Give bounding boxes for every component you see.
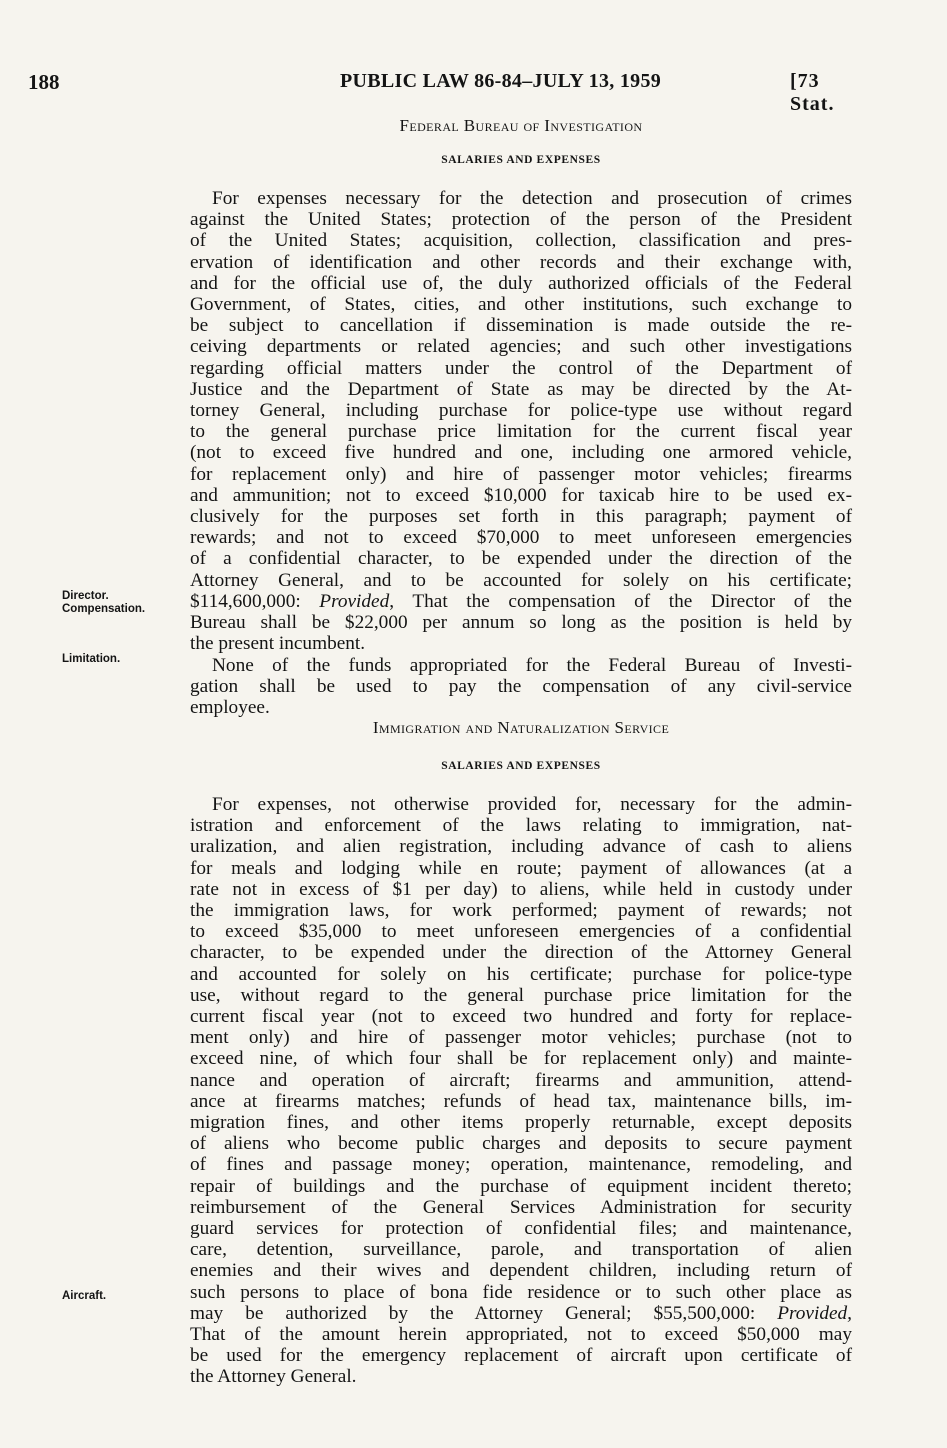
margin-note-limitation: Limitation. [62, 653, 121, 665]
text-line: the present incumbent. [190, 633, 366, 655]
amount-text-post: , That the compensation of the Director of the [389, 590, 852, 612]
text-line: (not to exceed five hundred and one, including one armored vehicle, [190, 442, 852, 464]
text-line: to exceed $35,000 to meet unforeseen emergencies of a confidential [190, 921, 852, 943]
paragraph-fbi-main [190, 188, 852, 654]
text-line: regarding official matters under the control of the Department of [190, 357, 852, 379]
text-line: None of the funds appropriated for the Federal Bureau of Investi- [212, 655, 852, 676]
text-line: and accounted for solely on his certificate; purchase for police-type [190, 963, 852, 985]
text-line: enemies and their wives and dependent children, including return of [190, 1260, 852, 1282]
amount-text: may be authorized by the Attorney General; $55,500,000: [190, 1302, 778, 1324]
text-line: For expenses necessary for the detection and prosecution of crimes [212, 188, 852, 209]
text-line: nance and operation of aircraft; firearms and ammunition, attend- [190, 1069, 852, 1091]
margin-note-aircraft: Aircraft. [62, 1290, 107, 1302]
section-heading-fbi: Federal Bureau of Investigation [399, 116, 643, 135]
text-line: ment only) and hire of passenger motor vehicles; purchase (not to [190, 1027, 852, 1049]
text-line: repair of buildings and the purchase of equipment incident thereto; [190, 1175, 852, 1197]
amount-line [190, 1303, 852, 1324]
text-line: of the United States; acquisition, collection, classification and pres- [190, 230, 852, 252]
subheading-ins: SALARIES AND EXPENSES [441, 760, 601, 772]
text-line: torney General, including purchase for police-type use without regard [190, 400, 852, 422]
text-line: exceed nine, of which four shall be for replacement only) and mainte- [190, 1048, 852, 1070]
text-line: ance at firearms matches; refunds of head tax, maintenance bills, im- [190, 1090, 852, 1112]
text-line: care, detention, surveillance, parole, and transportation of alien [190, 1239, 852, 1261]
paragraph-ins-main [190, 794, 852, 1388]
text-line: gation shall be used to pay the compensation of any civil-service [190, 676, 852, 698]
text-line: Bureau shall be $22,000 per annum so long as the position is held by [190, 612, 852, 634]
text-line: and for the official use of, the duly authorized officials of the Federal [190, 272, 852, 294]
text-line: for replacement only) and hire of passenger motor vehicles; firearms [190, 463, 852, 485]
page-number: 188 [28, 70, 60, 94]
text-line: employee. [190, 697, 270, 719]
text-line: rate not in excess of $1 per day) to aliens, while held in custody under [190, 878, 852, 900]
margin-note-compensation-label: Compensation. [62, 603, 146, 615]
text-line: rewards; and not to exceed $70,000 to meet unforeseen emergencies [190, 527, 852, 549]
text-line: reimbursement of the General Services Administration for security [190, 1196, 852, 1218]
text-line: clusively for the purposes set forth in this paragraph; payment of [190, 506, 852, 528]
volume-citation: [73 Stat. [790, 70, 835, 115]
text-line: to the general purchase price limitation for the current fiscal year [190, 421, 852, 443]
running-header [28, 70, 858, 115]
text-line: be subject to cancellation if dissemination is made outside the re- [190, 315, 852, 337]
text-line: use, without regard to the general purchase price limitation for the [190, 984, 852, 1006]
page-title: PUBLIC LAW 86-84–JULY 13, 1959 [340, 70, 662, 92]
amount-line [190, 591, 852, 612]
subheading-fbi: SALARIES AND EXPENSES [441, 154, 601, 166]
text-line: uralization, and alien registration, including advance of cash to aliens [190, 836, 852, 858]
text-line: for meals and lodging while en route; payment of allowances (at a [190, 857, 852, 879]
text-line: the immigration laws, for work performed; payment of rewards; not [190, 900, 852, 922]
text-line: be used for the emergency replacement of aircraft upon certificate of [190, 1345, 852, 1367]
section-heading-ins: Immigration and Naturalization Service [372, 718, 670, 737]
text-line: character, to be expended under the direction of the Attorney General [190, 942, 852, 964]
text-line: migration fines, and other items properly returnable, except deposits [190, 1112, 852, 1134]
proviso-italic: Provided, [777, 1302, 852, 1324]
text-line: ceiving departments or related agencies; and such other investigations [190, 336, 852, 358]
text-line: guard services for protection of confidential files; and maintenance, [190, 1218, 852, 1240]
text-line: of aliens who become public charges and deposits to secure payment [190, 1133, 852, 1155]
text-line: such persons to place of bona fide residence or to such other place as [190, 1281, 852, 1303]
text-line: For expenses, not otherwise provided for, necessary for the admin- [212, 794, 852, 815]
text-line: That of the amount herein appropriated, not to exceed $50,000 may [190, 1324, 852, 1346]
text-line: current fiscal year (not to exceed two hundred and forty for replace- [190, 1006, 852, 1028]
text-line: istration and enforcement of the laws relating to immigration, nat- [190, 815, 852, 837]
text-line: the Attorney General. [190, 1366, 357, 1388]
text-line: of fines and passage money; operation, maintenance, remodeling, and [190, 1154, 852, 1176]
amount-text: $114,600,000: [190, 590, 320, 612]
paragraph-fbi-limitation [190, 655, 852, 719]
text-line: Attorney General, and to be accounted for solely on his certificate; [190, 569, 852, 591]
text-line: ervation of identification and other records and their exchange with, [190, 251, 852, 273]
text-line: Justice and the Department of State as may be directed by the At- [190, 378, 852, 400]
margin-note-director [62, 590, 182, 616]
proviso-italic: Provided [319, 590, 390, 612]
margin-note-director-label: Director. [62, 590, 109, 602]
text-line: Government, of States, cities, and other institutions, such exchange to [190, 294, 852, 316]
text-line: and ammunition; not to exceed $10,000 for taxicab hire to be used ex- [190, 484, 852, 506]
text-line: against the United States; protection of the person of the President [190, 209, 852, 231]
text-line: of a confidential character, to be expended under the direction of the [190, 548, 852, 570]
